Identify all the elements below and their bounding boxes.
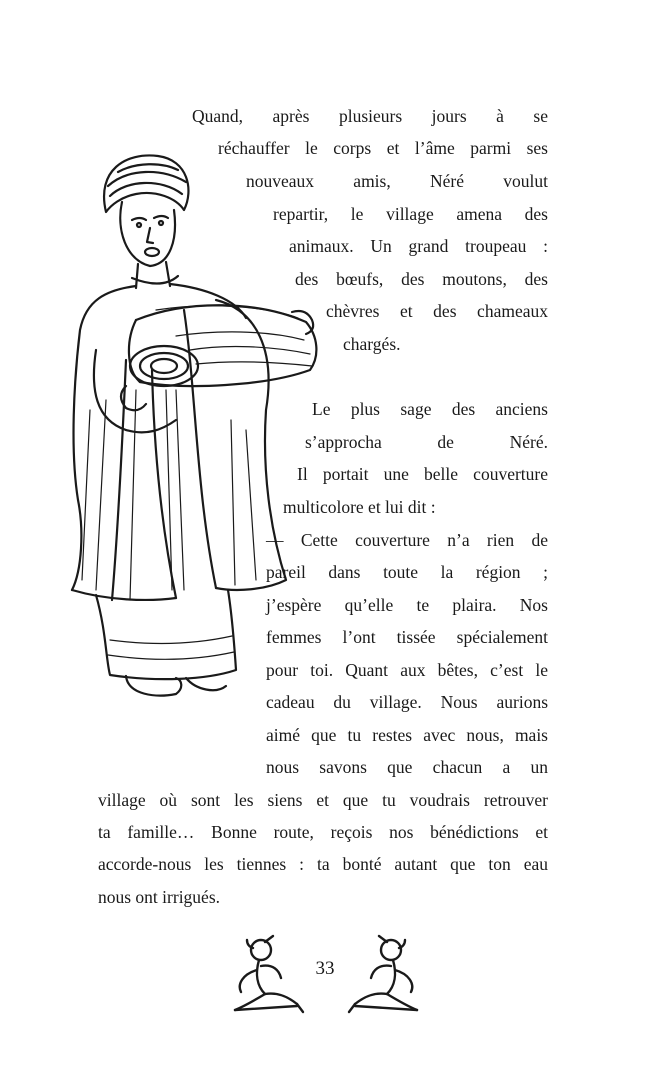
paragraph-2-line-12: nous savons que chacun a un [266, 757, 548, 777]
seated-figure-left-icon [225, 930, 315, 1020]
paragraph-1-line-4: repartir, le village amena des [273, 204, 548, 224]
paragraph-2-line-16: nous ont irrigués. [98, 887, 221, 907]
paragraph-1-line-1: Quand, après plusieurs jours à se [192, 106, 548, 126]
paragraph-2-line-5: — Cette couverture n’a rien de [266, 530, 548, 550]
paragraph-2-line-4: multicolore et lui dit : [283, 497, 436, 517]
paragraph-2-line-13: village où sont les siens et que tu voudrais retrouver [98, 790, 548, 810]
woman-with-blanket-illustration [66, 150, 328, 705]
paragraph-1-line-8: chargés. [343, 334, 401, 354]
paragraph-2-line-14: ta famille… Bonne route, reçois nos bénédictions et [98, 822, 548, 842]
paragraph-2-line-11: aimé que tu restes avec nous, mais [266, 725, 548, 745]
paragraph-1-line-3: nouveaux amis, Néré voulut [246, 171, 548, 191]
paragraph-2-line-10: cadeau du village. Nous aurions [266, 692, 548, 712]
paragraph-2-line-2: s’approcha de Néré. [305, 432, 548, 452]
page-folio [225, 930, 425, 1020]
paragraph-1-line-2: réchauffer le corps et l’âme parmi ses [218, 138, 548, 158]
page-number: 33 [315, 958, 335, 979]
seated-figure-right-icon [337, 930, 427, 1020]
paragraph-2-line-1: Le plus sage des anciens [312, 399, 548, 419]
paragraph-2-line-15: accorde-nous les tiennes : ta bonté autant que ton eau [98, 854, 548, 874]
paragraph-1-line-5: animaux. Un grand troupeau : [289, 236, 548, 256]
paragraph-1-line-6: des bœufs, des moutons, des [295, 269, 548, 289]
paragraph-2-line-9: pour toi. Quant aux bêtes, c’est le [266, 660, 548, 680]
paragraph-1-line-7: chèvres et des chameaux [326, 301, 548, 321]
paragraph-2-line-7: j’espère qu’elle te plaira. Nos [266, 595, 548, 615]
paragraph-2-line-8: femmes l’ont tissée spécialement [266, 627, 548, 647]
paragraph-2-line-3: Il portait une belle couverture [297, 464, 548, 484]
paragraph-2-line-6: pareil dans toute la région ; [266, 562, 548, 582]
